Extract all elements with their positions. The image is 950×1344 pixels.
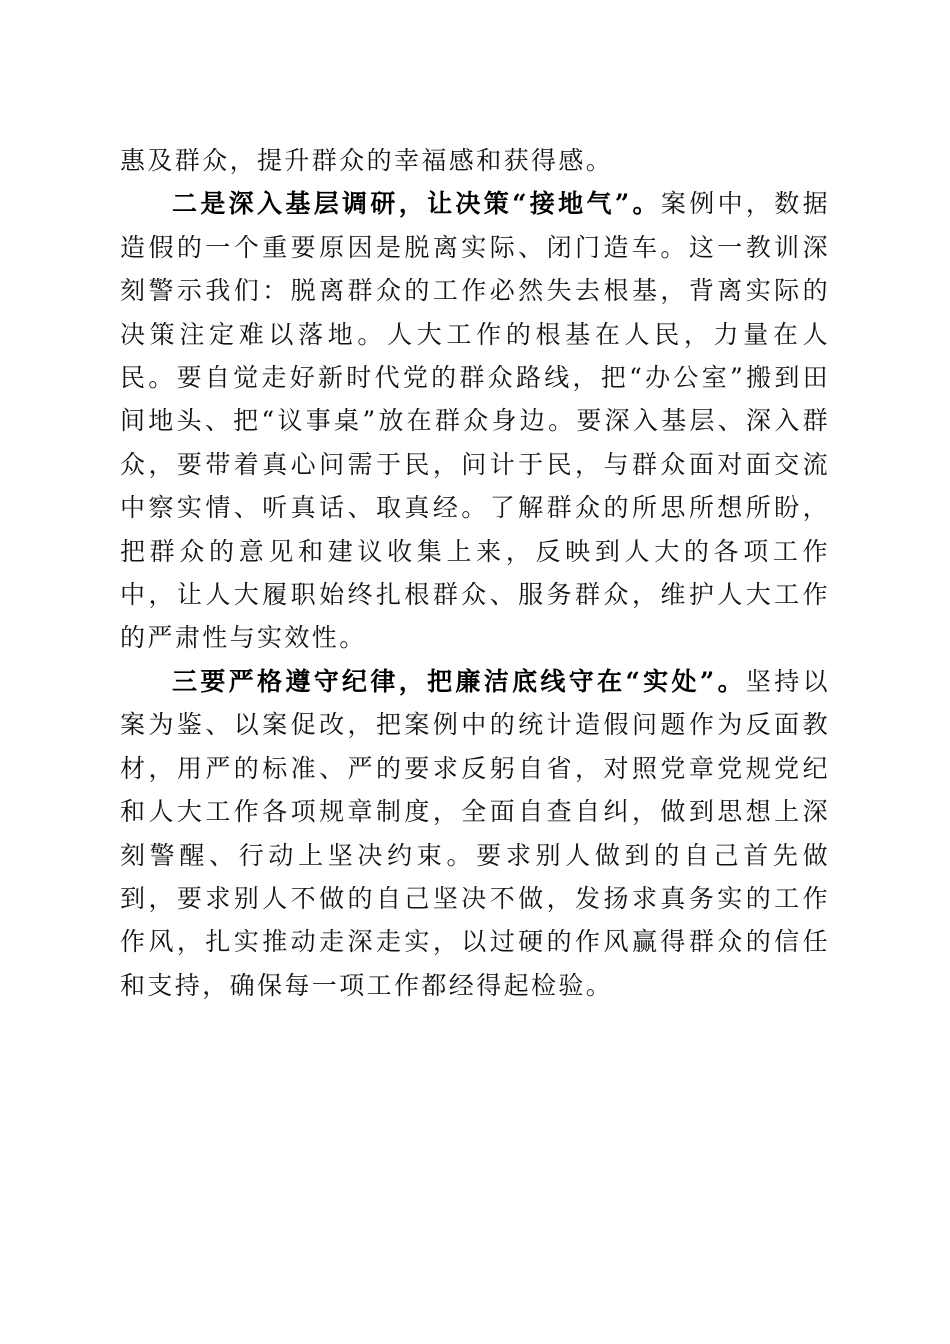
paragraph-grassroots-research bbox=[120, 182, 830, 659]
paragraph-discipline bbox=[120, 660, 830, 1007]
paragraph-lead-heading: 三要严格遵守纪律，把廉洁底线守在“实处”。 bbox=[172, 666, 746, 696]
paragraph-text: 案例中，数据造假的一个重要原因是脱离实际、闭门造车。这一教训深刻警示我们：脱离群众的工作必然失去根基，背离实际的决策注定难以落地。人大工作的根基在人民，力量在人民。要自觉走好新时代党的群众路线，把“办公室”搬到田间地头、把“议事桌”放在群众身边。要深入基层、深入群众，要带着真心问需于民，问计于民，与群众面对面交流中察实情、听真话、取真经。了解群众的所思所想所盼，把群众的意见和建议收集上来，反映到人大的各项工作中，让人大履职始终扎根群众、服务群众，维护人大工作的严肃性与实效性。 bbox=[120, 189, 830, 653]
paragraph-continuation bbox=[120, 139, 830, 182]
paragraph-text: 惠及群众，提升群众的幸福感和获得感。 bbox=[120, 146, 614, 175]
document-body bbox=[120, 139, 830, 1007]
paragraph-lead-heading: 二是深入基层调研，让决策“接地气”。 bbox=[172, 189, 661, 219]
paragraph-text: 坚持以案为鉴、以案促改，把案例中的统计造假问题作为反面教材，用严的标准、严的要求反躬自省，对照党章党规党纪和人大工作各项规章制度，全面自查自纠，做到思想上深刻警醒、行动上坚决约束。要求别人做到的自己首先做到，要求别人不做的自己坚决不做，发扬求真务实的工作作风，扎实推动走深走实，以过硬的作风赢得群众的信任和支持，确保每一项工作都经得起检验。 bbox=[120, 666, 830, 1000]
